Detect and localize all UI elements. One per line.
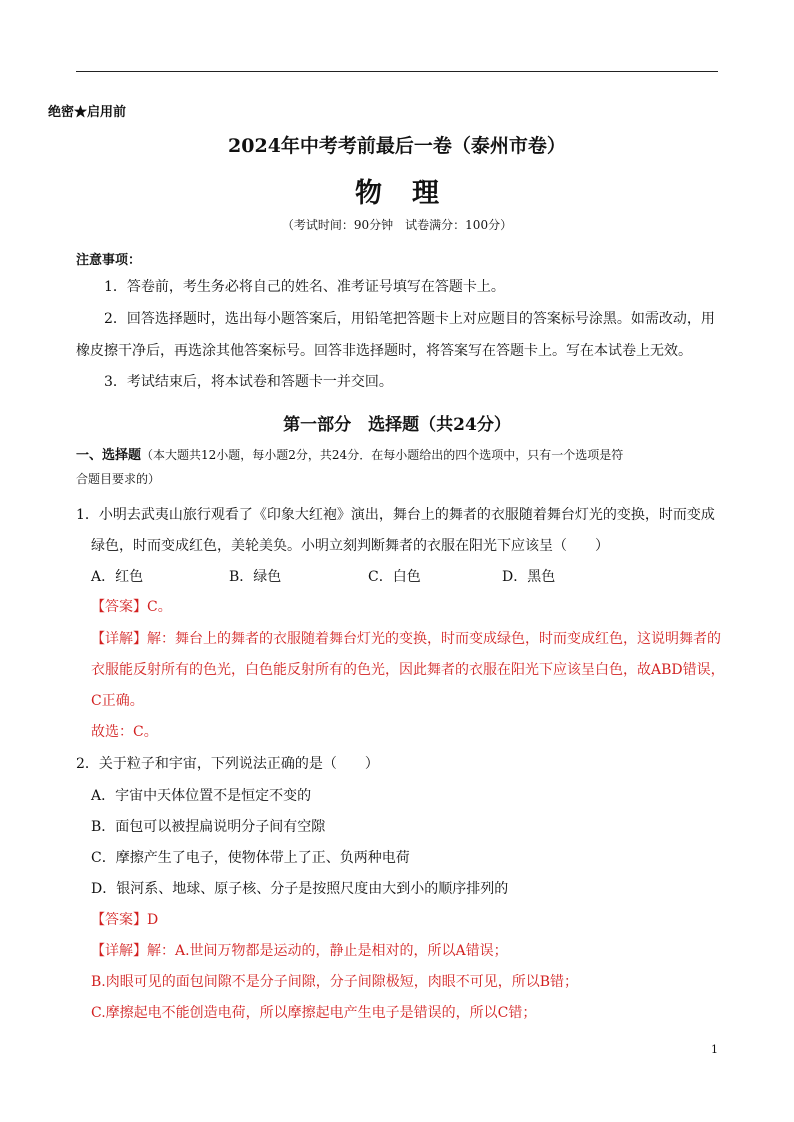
notes-heading: 注意事项： [76, 253, 142, 268]
q1-stem-line-2: 绿色，时而变成红色，美轮美奂。小明立刻判断舞者的衣服在阳光下应该呈（ ） [91, 538, 609, 554]
header-rule [76, 71, 718, 72]
note-item-3: 3．考试结束后，将本试卷和答题卡一并交回。 [104, 374, 393, 390]
q1-conclusion: 故选：C。 [91, 724, 158, 740]
exam-title: 2024年中考考前最后一卷（泰州市卷） [228, 135, 566, 157]
q1-option-b: B．绿色 [229, 569, 282, 585]
q2-option-b: B．面包可以被捏扁说明分子间有空隙 [91, 819, 326, 835]
secret-label: 绝密★启用前 [48, 105, 127, 120]
q1-options [91, 567, 691, 587]
q1-detail-line-3: C正确。 [91, 693, 144, 709]
choice-label: 一、选择题 [76, 448, 142, 463]
q2-detail-a: 【详解】解：A.世间万物都是运动的，静止是相对的，所以A错误； [91, 943, 508, 959]
q1-answer: 【答案】C。 [91, 599, 172, 615]
exam-info: （考试时间：90分钟 试卷满分：100分） [281, 218, 513, 232]
q1-detail-line-2: 衣服能反射所有的色光，白色能反射所有的色光，因此舞者的衣服在阳光下应该呈白色，故ABD错误， [91, 662, 725, 678]
subject-title: 物理 [355, 178, 469, 209]
q1-option-a: A．红色 [91, 569, 144, 585]
q1-option-d: D．黑色 [502, 569, 556, 585]
q2-option-d: D．银河系、地球、原子核、分子是按照尺度由大到小的顺序排列的 [91, 881, 509, 897]
q2-detail-c: C.摩擦起电不能创造电荷，所以摩擦起电产生电子是错误的，所以C错； [91, 1005, 537, 1021]
q2-option-a: A．宇宙中天体位置不是恒定不变的 [91, 788, 312, 804]
q1-option-c: C．白色 [368, 569, 421, 585]
q1-stem-line-1: 1．小明去武夷山旅行观看了《印象大红袍》演出，舞台上的舞者的衣服随着舞台灯光的变换，时而变成 [76, 507, 715, 523]
q2-option-c: C．摩擦产生了电子，使物体带上了正、负两种电荷 [91, 850, 410, 866]
note-item-1: 1．答卷前，考生务必将自己的姓名、准考证号填写在答题卡上。 [104, 279, 505, 295]
q2-stem: 2．关于粒子和宇宙，下列说法正确的是（ ） [76, 756, 379, 772]
q2-answer: 【答案】D [91, 912, 159, 928]
note-item-2-line-1: 2．回答选择题时，选出每小题答案后，用铅笔把答题卡上对应题目的答案标号涂黑。如需改动，用 [104, 311, 715, 327]
choice-description-line-2: 合题目要求的） [76, 472, 161, 486]
section-title: 第一部分 选择题（共24分） [283, 415, 511, 435]
note-item-2-line-2: 橡皮擦干净后，再选涂其他答案标号。回答非选择题时，将答案写在答题卡上。写在本试卷上无效。 [76, 343, 692, 359]
q2-detail-b: B.肉眼可见的面包间隙不是分子间隙，分子间隙极短，肉眼不可见，所以B错； [91, 974, 579, 990]
choice-heading [76, 444, 623, 463]
choice-description: （本大题共12小题，每小题2分，共24分．在每小题给出的四个选项中，只有一个选项是符 [141, 448, 624, 462]
page-number: 1 [711, 1043, 718, 1056]
q1-detail-line-1: 【详解】解：舞台上的舞者的衣服随着舞台灯光的变换，时而变成绿色，时而变成红色，这说明舞者的 [91, 631, 721, 647]
